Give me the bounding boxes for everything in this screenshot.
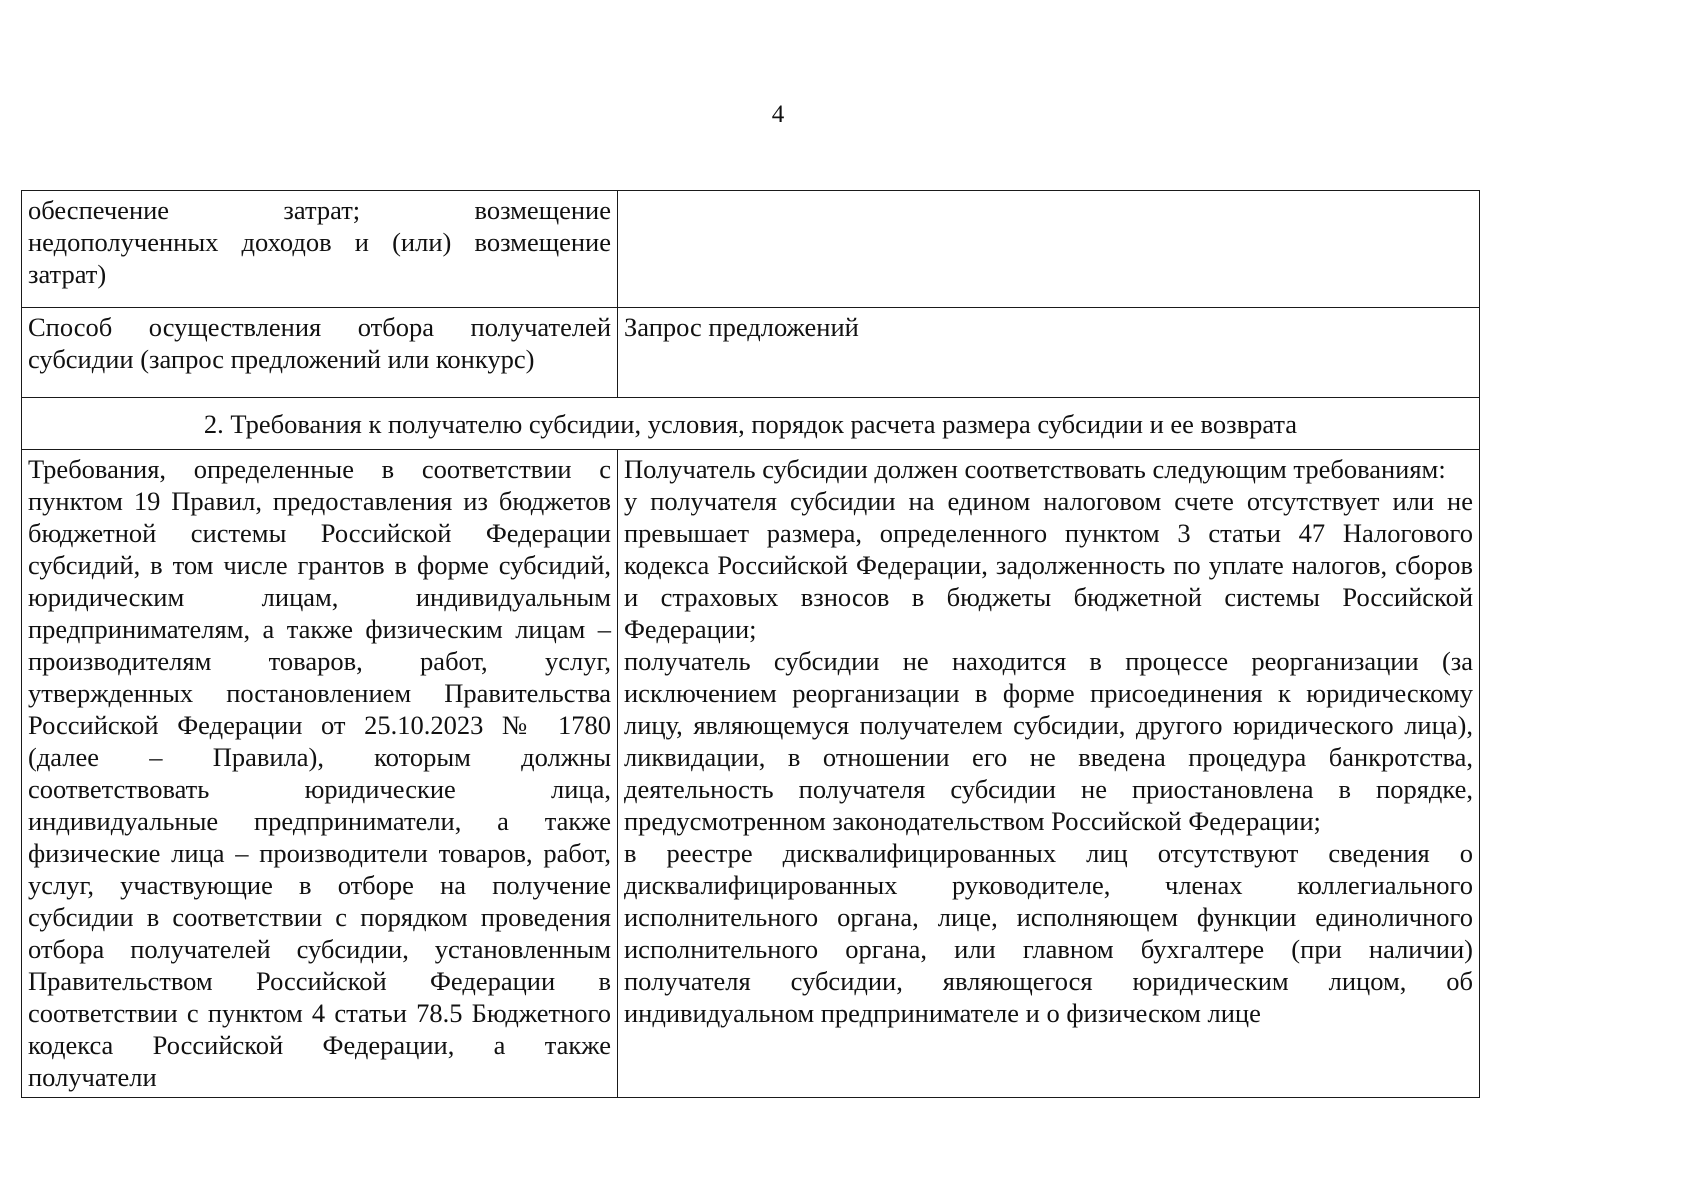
cell-text-line: недополученных доходов и (или) возмещение — [28, 227, 611, 257]
cell-selection-method-label: Способ осуществления отбора получателей субсидии (запрос предложений или конкурс) — [22, 308, 618, 398]
cell-requirements-value — [618, 450, 1480, 1098]
cell-text-line: обеспечение затрат; возмещение — [28, 195, 611, 225]
table-row-section — [22, 398, 1480, 450]
cell-selection-method-value: Запрос предложений — [618, 308, 1480, 398]
cell-subsidy-purpose — [22, 191, 618, 308]
table-row — [22, 308, 1480, 398]
table-row — [22, 191, 1480, 308]
requirement-paragraph: в реестре дисквалифицированных лиц отсутствуют сведения о дисквалифицированных руководителе, членах коллегиального исполнительного органа, лице, исполняющем функции единоличного исполнительного органа, или главном бухгалтере (при наличии) получателя субсидии, являющегося юридическим лицом, об индивидуальном предпринимателе и о физическом лице — [624, 838, 1473, 1028]
requirement-paragraph: у получателя субсидии на едином налоговом счете отсутствует или не превышает размера, определенного пунктом 3 статьи 47 Налогового кодекса Российской Федерации, задолженность по уплате налогов, сборов и страховых взносов в бюджеты бюджетной системы Российской Федерации; — [624, 486, 1473, 644]
cell-empty — [618, 191, 1480, 308]
cell-requirements-label: Требования, определенные в соответствии с пунктом 19 Правил, предоставления из бюджетов бюджетной системы Российской Федерации субсидий, в том числе грантов в форме субсидий, юридическим лицам, индивидуальным предпринимателям, а также физическим лицам – производителям товаров, работ, услуг, утвержденных постановлением Правительства Российской Федерации от 25.10.2023 № 1780 (далее – Правила), которым должны соответствовать юридические лица, индивидуальные предприниматели, а также физические лица – производители товаров, работ, услуг, участвующие в отборе на получение субсидии в соответствии с порядком проведения отбора получателей субсидии, установленным Правительством Российской Федерации в соответствии с пунктом 4 статьи 78.5 Бюджетного кодекса Российской Федерации, а также получатели — [22, 450, 618, 1098]
subsidy-requirements-table — [21, 190, 1480, 1098]
table-row — [22, 450, 1480, 1098]
page-number: 4 — [771, 101, 785, 128]
section-heading: 2. Требования к получателю субсидии, условия, порядок расчета размера субсидии и ее возврата — [22, 398, 1480, 450]
requirement-paragraph: Получатель субсидии должен соответствовать следующим требованиям: — [624, 454, 1446, 484]
cell-text-line: затрат) — [28, 259, 107, 289]
requirement-paragraph: получатель субсидии не находится в процессе реорганизации (за исключением реорганизации в форме присоединения к юридическому лицу, являющемуся получателем субсидии, другого юридического лица), ликвидации, в отношении его не введена процедура банкротства, деятельность получателя субсидии не приостановлена в порядке, предусмотренном законодательством Российской Федерации; — [624, 646, 1473, 836]
